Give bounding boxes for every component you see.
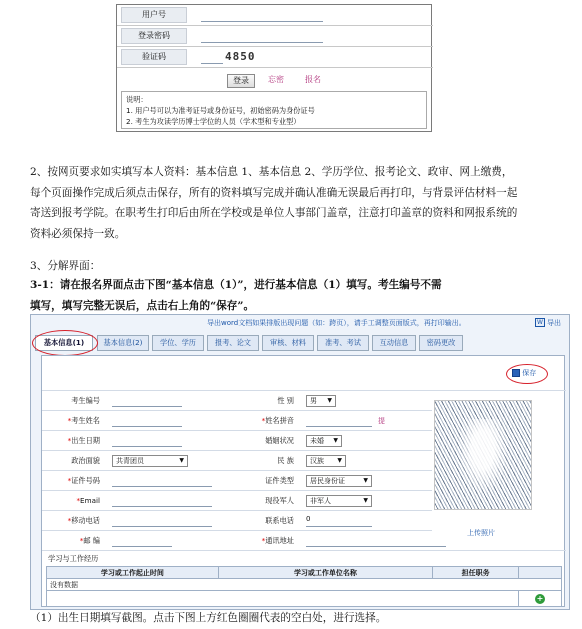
password-row [117, 26, 433, 47]
field-label: *考生姓名 [67, 416, 100, 425]
field-label: *Email [76, 496, 100, 505]
field-label: 民 族 [277, 456, 294, 465]
add-row-icon[interactable]: + [536, 593, 544, 603]
password-input[interactable] [201, 42, 323, 43]
login-notes [121, 91, 427, 129]
tab-degree[interactable]: 学位、学历 [152, 335, 204, 351]
notes-title: 说明： [126, 95, 148, 104]
registration-form-screenshot [30, 314, 570, 610]
tab-basic-info-2[interactable]: 基本信息(2) [97, 335, 149, 351]
captcha-input[interactable] [201, 63, 223, 64]
paragraph-line: 每个页面操作完成后须点击保存，所有的资料填写完成并确认准确无误最后再打印，与背景评估材料一起 [30, 186, 518, 199]
captcha-row [117, 47, 433, 68]
field-label: 考生编号 [71, 396, 100, 405]
username-label: 用户号 [121, 7, 187, 23]
form-topbar [31, 315, 570, 331]
id-type-select[interactable]: 居民身份证 ▼ [306, 475, 372, 487]
field-label: *移动电话 [67, 516, 100, 525]
photo-image [434, 400, 532, 510]
address-input[interactable] [306, 546, 446, 547]
phone-input[interactable]: 0 [306, 515, 311, 523]
bottom-caption: （1）出生日期填写截图。点击下图上方红色圈圈代表的空白处，进行选择。 [30, 612, 387, 624]
table-header: 担任职务 [433, 567, 519, 579]
field-label: *邮 编 [79, 536, 100, 545]
note-item: 2. 考生为攻读学历博士学位的人员（学术型和专业型） [126, 117, 301, 126]
paragraph-line: 填写，填写完整无误后，点击右上角的“保存”。 [30, 299, 255, 312]
forgot-password-link[interactable]: 忘密 [268, 75, 284, 84]
word-icon[interactable]: W [535, 318, 545, 327]
field-label: 联系电话 [265, 516, 294, 525]
pinyin-hint[interactable]: 提 [378, 417, 385, 425]
email-input[interactable] [112, 506, 212, 507]
captcha-image[interactable]: 4850 [225, 50, 256, 63]
field-label: 证件类型 [265, 476, 294, 485]
paragraph-line: 寄送到报考学院。在职考生打印后由所在学校或是单位人事部门盖章，注意打印盖章的资料和网报系统的 [30, 207, 518, 219]
experience-title: 学习与工作经历 [48, 554, 99, 563]
field-label: 政治面貌 [71, 456, 100, 465]
field-label: *通讯地址 [261, 536, 294, 545]
upload-photo-link[interactable]: 上传照片 [467, 529, 495, 537]
section-2-text [30, 162, 517, 244]
export-notice: 导出word文档如果排版出现问题（如：跨页），请手工调整页面版式，再打印输出。 [207, 319, 466, 327]
postcode-input[interactable] [112, 546, 172, 547]
tab-basic-info-1[interactable]: 基本信息(1) [35, 335, 93, 351]
section-3-1-text [30, 275, 442, 316]
field-label: *出生日期 [67, 436, 100, 445]
tab-exam[interactable]: 准考、考试 [317, 335, 369, 351]
empty-row: 没有数据 [47, 579, 562, 591]
tab-review[interactable]: 审核、材料 [262, 335, 314, 351]
note-item: 1. 用户号可以为准考证号或身份证号，初始密码为身份证号 [126, 106, 315, 115]
name-input[interactable] [112, 426, 182, 427]
password-label: 登录密码 [121, 28, 187, 44]
save-label: 保存 [522, 369, 537, 377]
military-select[interactable]: 非军人 ▼ [306, 495, 372, 507]
candidate-id-input [112, 406, 182, 407]
highlight-ellipse [506, 364, 548, 384]
ethnicity-select[interactable]: 汉族 ▼ [306, 455, 346, 467]
field-label: *姓名拼音 [261, 416, 294, 425]
paragraph-line: 3-1：请在报名界面点击下图“基本信息（1）”，进行基本信息（1）填写。考生编号不需 [30, 279, 442, 291]
tab-password[interactable]: 密码更改 [419, 335, 463, 351]
field-label: 现役军人 [265, 496, 294, 505]
tab-thesis[interactable]: 报考、论文 [207, 335, 259, 351]
section-3-heading: 3、分解界面： [30, 260, 101, 272]
form-panel [41, 355, 565, 607]
export-link[interactable]: 导出 [547, 319, 561, 327]
highlight-ellipse [32, 330, 98, 356]
paragraph-line: 资料必须保持一致。 [30, 227, 126, 240]
field-label: *证件号码 [67, 476, 100, 485]
field-label: 性 别 [277, 396, 294, 405]
political-status-select[interactable]: 共青团员 ▼ [112, 455, 188, 467]
login-button[interactable]: 登录 [227, 74, 255, 88]
id-number-input[interactable] [112, 486, 212, 487]
paragraph-line: 2、按网页要求如实填写本人资料：基本信息 1、基本信息 2、学历学位、报考论文、政审、网上缴费， [30, 166, 513, 178]
table-header: 学习或工作单位名称 [218, 567, 433, 579]
experience-table [46, 566, 562, 607]
tab-messages[interactable]: 互动信息 [372, 335, 416, 351]
username-input[interactable] [201, 21, 323, 22]
mobile-input[interactable] [112, 526, 212, 527]
birth-date-input[interactable] [112, 446, 182, 447]
captcha-label: 验证码 [121, 49, 187, 65]
register-link[interactable]: 报名 [305, 75, 321, 84]
username-row [117, 5, 433, 26]
marital-status-select[interactable]: 未婚 ▼ [306, 435, 342, 447]
gender-select[interactable]: 男 ▼ [306, 395, 336, 407]
login-panel [116, 4, 432, 132]
table-header: 学习或工作起止时间 [47, 567, 219, 579]
field-label: 婚姻状况 [265, 436, 294, 445]
pinyin-input[interactable] [306, 426, 372, 427]
